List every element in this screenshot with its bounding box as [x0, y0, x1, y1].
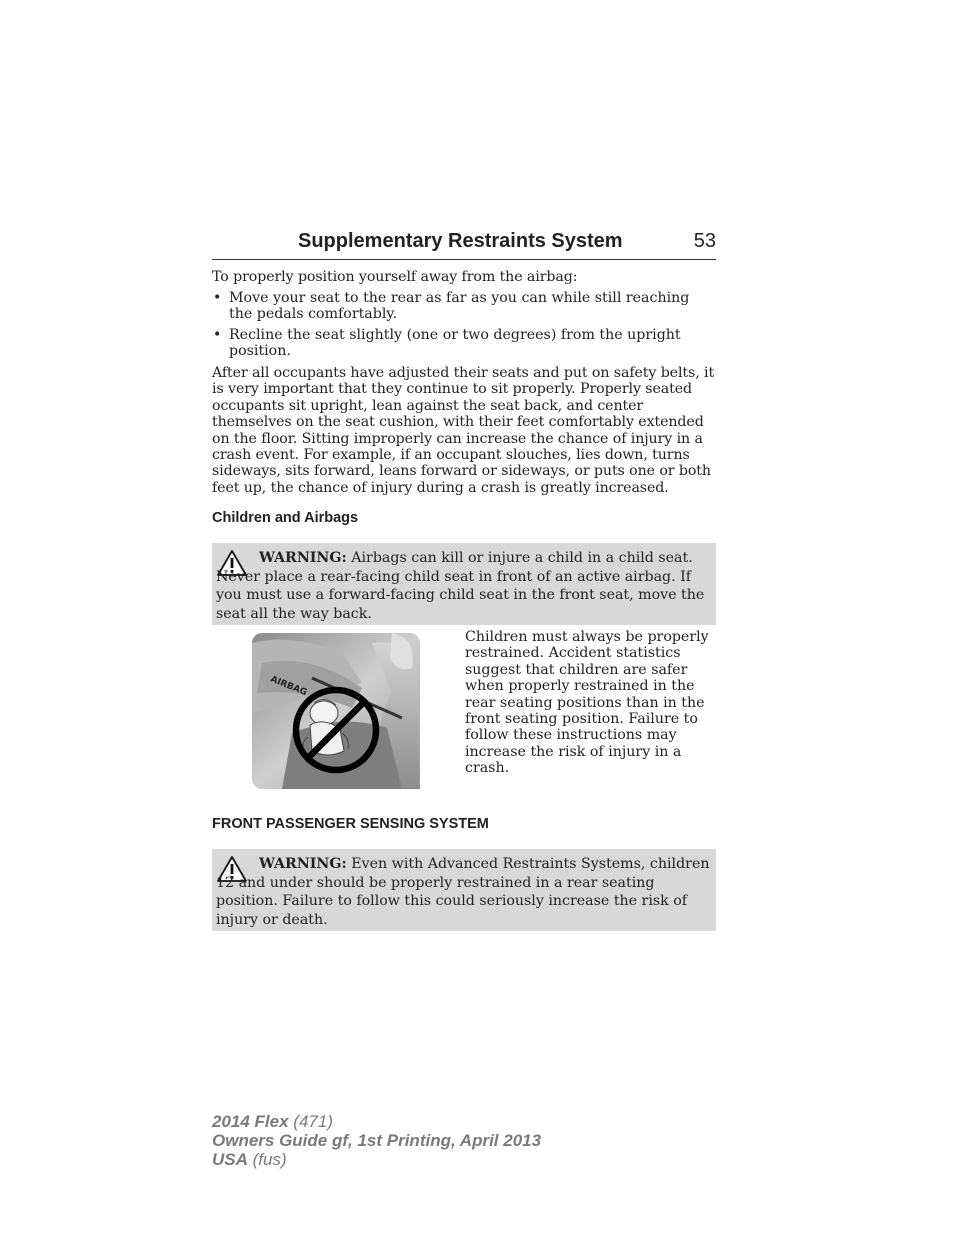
footer-edition: Owners Guide gf, 1st Printing, April 2013	[212, 1131, 542, 1150]
footer-edition-line	[212, 1131, 541, 1150]
warning-label: WARNING:	[259, 550, 347, 566]
page-footer	[212, 1112, 541, 1169]
warning-text	[216, 549, 712, 623]
no-child-seat-airbag-illustration	[252, 633, 420, 789]
warning-message: Even with Advanced Restraints Systems, children 12 and under should be properly restrained in a rear seating position. Failure to follow this could seriously increase the risk of injury or death.	[216, 856, 710, 928]
list-item	[212, 290, 716, 323]
bullet-list	[212, 290, 716, 364]
seating-paragraph: After all occupants have adjusted their seats and put on safety belts, it is very important that they continue to sit properly. Properly seated occupants sit upright, lean against the seat back, and center themselves on the seat cushion, with their feet comfortably extended on the floor. Sitting improperly can increase the chance of injury in a crash event. For example, if an occupant slouches, lies down, turns sideways, sits forward, leans forward or sideways, or puts one or both feet up, the chance of injury during a crash is greatly increased.	[212, 365, 715, 496]
footer-market-line	[212, 1150, 541, 1169]
intro-text: To properly position yourself away from the airbag:	[212, 269, 578, 285]
list-item-text: Move your seat to the rear as far as you can while still reaching the pedals comfortably.	[229, 290, 690, 323]
footer-market: USA	[212, 1150, 248, 1169]
section-heading-passenger-sensing: FRONT PASSENGER SENSING SYSTEM	[212, 816, 489, 832]
section-heading-children-airbags: Children and Airbags	[212, 510, 359, 526]
warning-box-passenger-sensing	[212, 849, 716, 931]
warning-box-child-seat	[212, 543, 716, 625]
children-restraint-text: Children must always be properly restrained. Accident statistics suggest that children are safer when properly restrained in the rear seating positions than in the front seating position. Failure to follow these instructions may increase the risk of injury in a crash.	[465, 629, 709, 777]
list-item	[212, 327, 716, 360]
airbag-label: AIRBAG	[268, 674, 309, 699]
warning-message: Airbags can kill or injure a child in a child seat. Never place a rear-facing child seat in front of an active airbag. If you must use a forward-facing child seat in the front seat, move the seat all the way back.	[216, 550, 705, 622]
page-number: 53	[693, 230, 716, 252]
footer-model-code: (471)	[293, 1112, 333, 1131]
page-title: Supplementary Restraints System	[298, 230, 623, 252]
footer-model: 2014 Flex	[212, 1112, 289, 1131]
warning-label: WARNING:	[259, 856, 347, 872]
warning-text	[216, 855, 712, 929]
footer-market-code: (fus)	[252, 1150, 287, 1169]
bullet-icon: •	[213, 326, 222, 343]
bullet-icon: •	[213, 290, 222, 306]
page-header	[212, 228, 716, 260]
list-item-text: Recline the seat slightly (one or two degrees) from the upright position.	[229, 326, 681, 360]
footer-model-line	[212, 1112, 541, 1131]
